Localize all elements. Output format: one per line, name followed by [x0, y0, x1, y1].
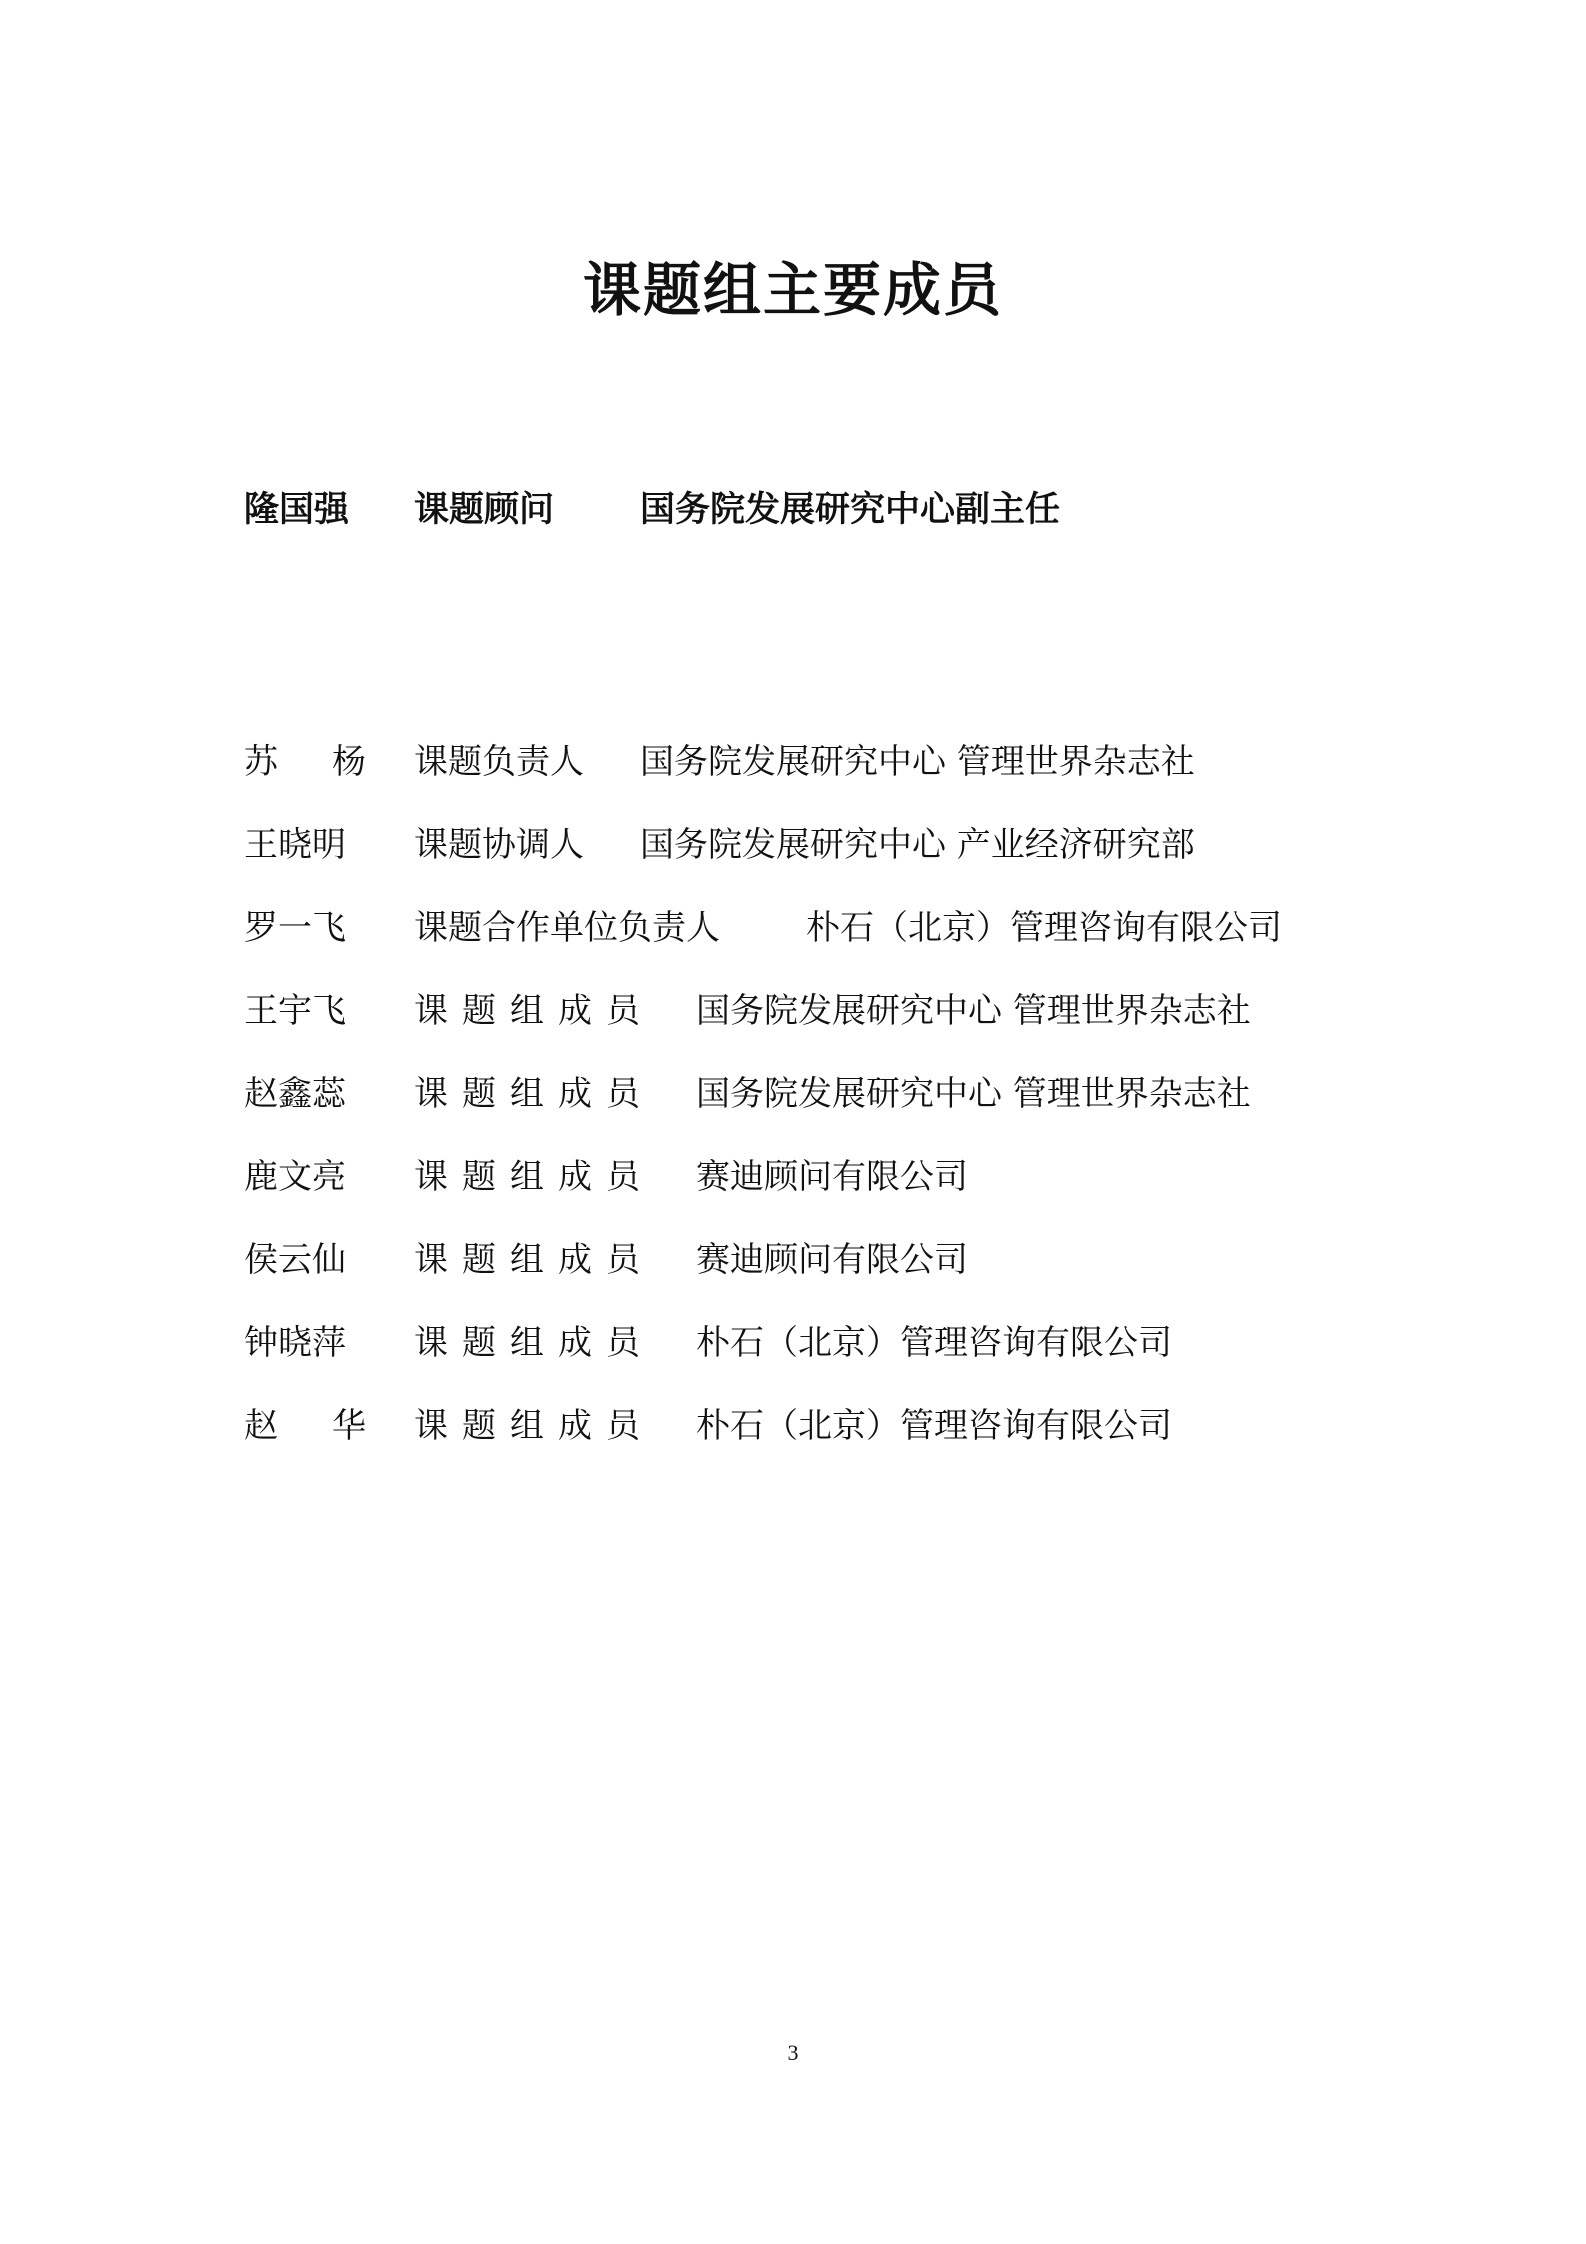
member-row	[0, 820, 1586, 870]
member-row	[0, 903, 1586, 953]
member-row	[0, 986, 1586, 1036]
member-name: 隆国强	[244, 490, 350, 530]
member-name: 赵 华	[244, 1406, 376, 1446]
member-role: 课题组成员	[414, 1240, 654, 1280]
member-role: 课题组成员	[414, 1323, 654, 1363]
page-title: 课题组主要成员	[582, 256, 1003, 324]
member-affiliation: 朴石（北京）管理咨询有限公司	[806, 908, 1282, 948]
member-affiliation: 国务院发展研究中心 管理世界杂志社	[696, 991, 1251, 1031]
member-name: 王晓明	[244, 825, 346, 865]
member-role: 课题负责人	[414, 742, 584, 782]
member-row	[0, 1235, 1586, 1285]
member-row	[0, 1069, 1586, 1119]
member-affiliation: 朴石（北京）管理咨询有限公司	[696, 1323, 1172, 1363]
member-affiliation: 赛迪顾问有限公司	[696, 1157, 968, 1197]
member-role: 课题组成员	[414, 991, 654, 1031]
member-role: 课题组成员	[414, 1406, 654, 1446]
member-name: 侯云仙	[244, 1240, 346, 1280]
lead-member-row	[0, 485, 1586, 535]
member-role: 课题组成员	[414, 1074, 654, 1114]
member-affiliation: 国务院发展研究中心 管理世界杂志社	[640, 742, 1195, 782]
page-number: 3	[787, 2040, 799, 2065]
member-affiliation: 朴石（北京）管理咨询有限公司	[696, 1406, 1172, 1446]
member-name: 苏 杨	[244, 742, 376, 782]
member-role: 课题组成员	[414, 1157, 654, 1197]
member-role: 课题协调人	[414, 825, 584, 865]
member-role: 课题合作单位负责人	[414, 908, 720, 948]
member-name: 鹿文亮	[244, 1157, 346, 1197]
member-name: 钟晓萍	[244, 1323, 346, 1363]
member-row	[0, 1318, 1586, 1368]
member-affiliation: 国务院发展研究中心 产业经济研究部	[640, 825, 1195, 865]
member-name: 罗一飞	[244, 908, 346, 948]
member-name: 赵鑫蕊	[244, 1074, 346, 1114]
member-row	[0, 1152, 1586, 1202]
member-affiliation: 国务院发展研究中心 管理世界杂志社	[696, 1074, 1251, 1114]
member-row	[0, 1401, 1586, 1451]
member-role: 课题顾问	[414, 490, 555, 530]
member-name: 王宇飞	[244, 991, 346, 1031]
member-affiliation: 赛迪顾问有限公司	[696, 1240, 968, 1280]
member-row	[0, 737, 1586, 787]
member-affiliation: 国务院发展研究中心副主任	[640, 490, 1061, 530]
